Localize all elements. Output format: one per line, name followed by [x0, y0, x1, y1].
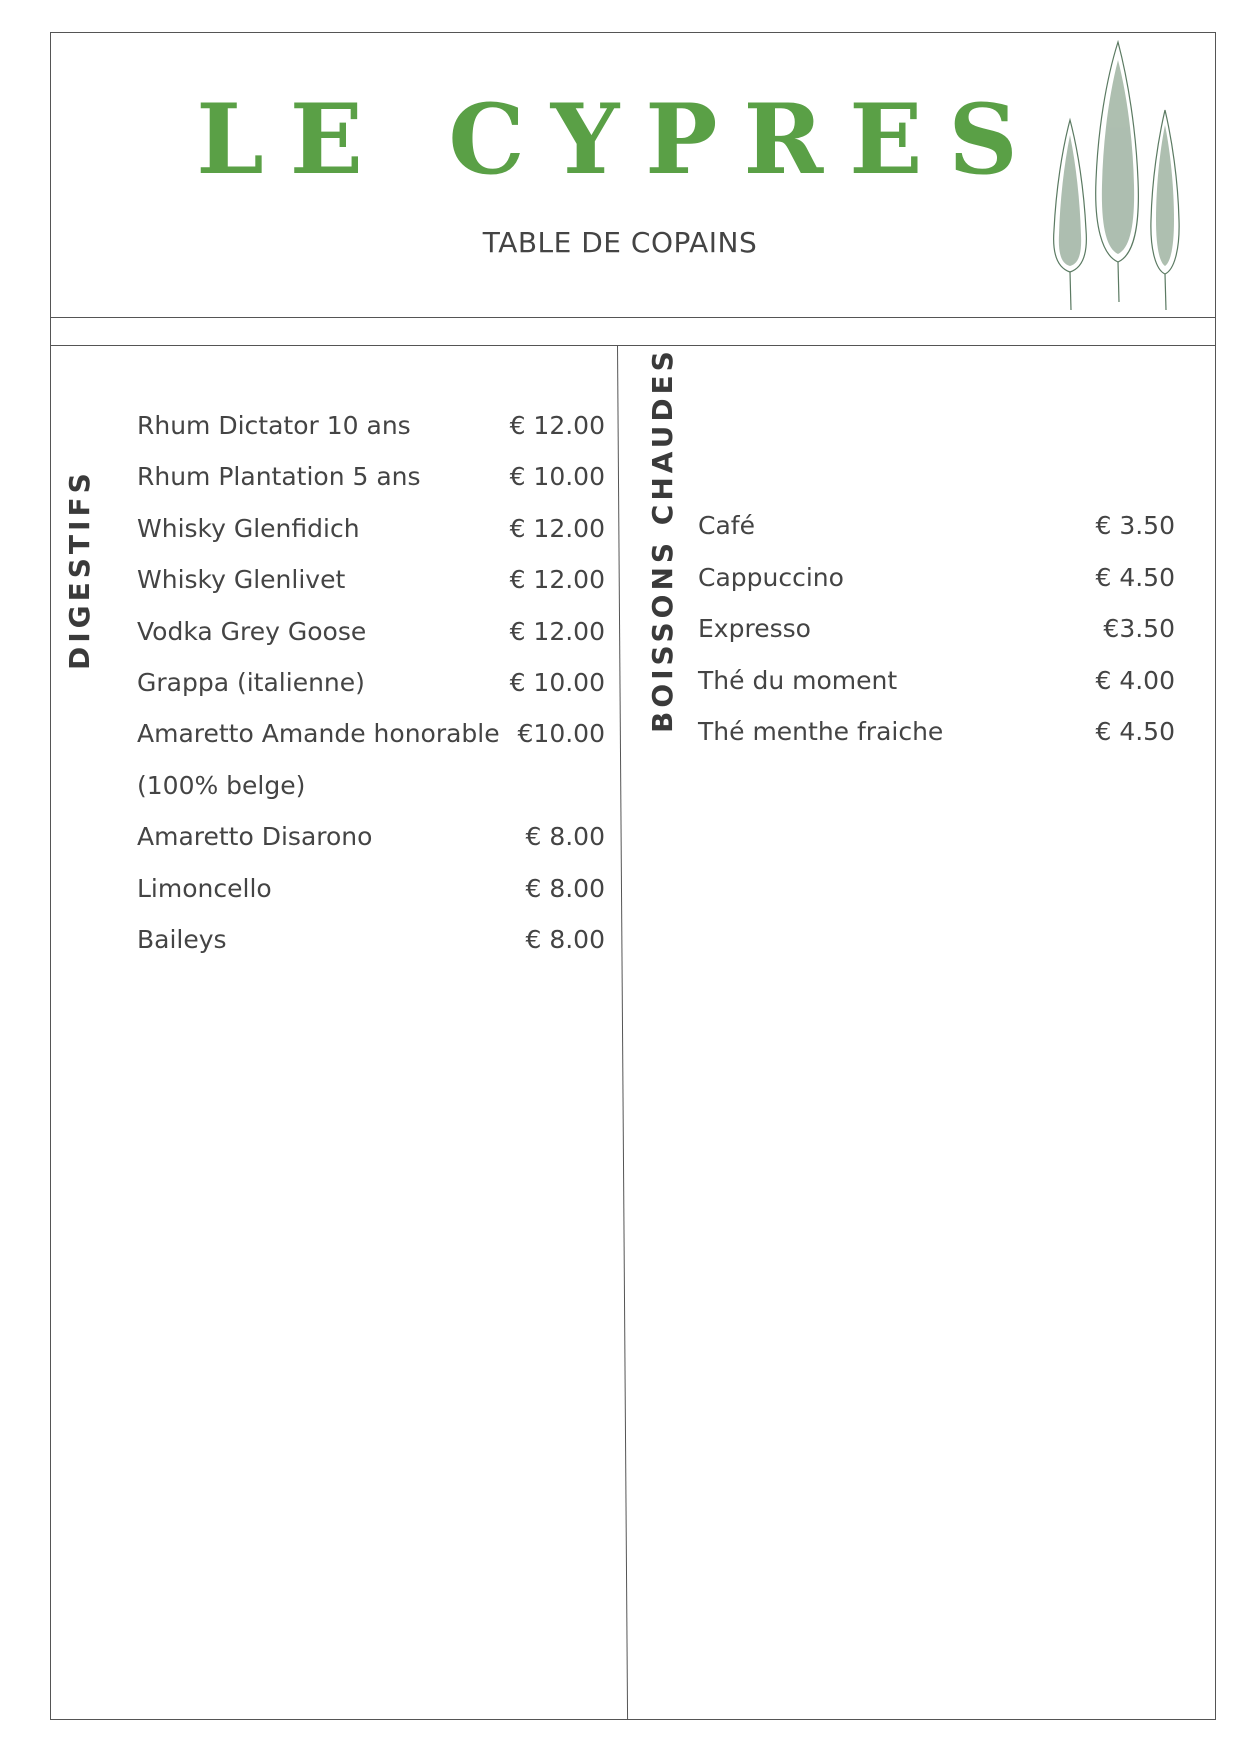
- menu-item-name: (100% belge): [137, 770, 306, 800]
- menu-item-price: €3.50: [1103, 614, 1175, 643]
- restaurant-subtitle: TABLE DE COPAINS: [482, 226, 758, 259]
- menu-item-name: Expresso: [698, 614, 811, 643]
- menu-item-name: Rhum Plantation 5 ans: [137, 462, 421, 492]
- header-divider-bottom: [50, 345, 1216, 346]
- menu-item-price: € 4.50: [1095, 717, 1175, 746]
- menu-item-name: Vodka Grey Goose: [137, 616, 367, 646]
- menu-item-name: Amaretto Amande honorable: [137, 719, 500, 749]
- menu-item-price: € 4.00: [1095, 665, 1175, 695]
- menu-item-name: Grappa (italienne): [137, 668, 365, 697]
- menu-item-name: Limoncello: [137, 873, 272, 903]
- menu-item-price: €10.00: [517, 719, 605, 749]
- restaurant-title: LE CYPRES: [196, 83, 1044, 196]
- menu-item-name: Whisky Glenlivet: [137, 565, 346, 595]
- menu-item-name: Cappuccino: [698, 562, 844, 592]
- menu-item-price: € 4.50: [1095, 562, 1175, 592]
- menu-item-name: Thé du moment: [698, 665, 898, 695]
- cypress-trees-illustration: [1040, 40, 1190, 315]
- menu-item-price: € 10.00: [509, 462, 605, 492]
- digestifs-section-title: DIGESTIFS: [63, 469, 96, 670]
- menu-item-name: Rhum Dictator 10 ans: [137, 411, 411, 440]
- header-divider-top: [50, 317, 1216, 318]
- menu-item-price: € 12.00: [509, 616, 605, 646]
- menu-item-price: € 3.50: [1095, 511, 1175, 540]
- menu-item-name: Thé menthe fraiche: [698, 717, 944, 746]
- menu-item-name: Whisky Glenfidich: [137, 513, 360, 543]
- boissons-chaudes-section-title: BOISSONS CHAUDES: [646, 347, 679, 733]
- menu-item-price: € 8.00: [525, 873, 605, 903]
- menu-item-name: Baileys: [137, 925, 227, 954]
- menu-item-price: € 12.00: [509, 565, 605, 595]
- menu-item-name: Amaretto Disarono: [137, 822, 373, 852]
- menu-item-price: € 8.00: [525, 925, 605, 954]
- menu-item-name: Café: [698, 511, 755, 540]
- menu-item-price: € 12.00: [509, 411, 605, 440]
- menu-item-price: € 8.00: [525, 822, 605, 852]
- menu-item-price: € 10.00: [509, 668, 605, 697]
- menu-item-price: € 12.00: [509, 513, 605, 543]
